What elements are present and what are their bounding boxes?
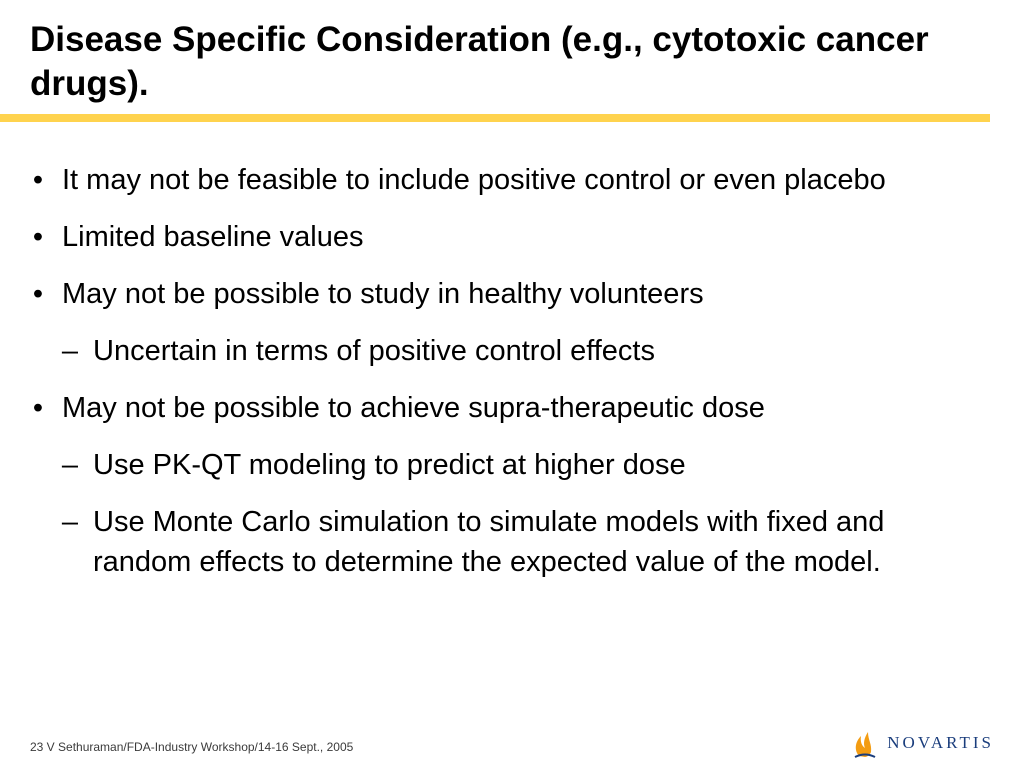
bullet-text: May not be possible to study in healthy volunteers (62, 278, 704, 310)
sub-bullet-text: Use Monte Carlo simulation to simulate models with fixed and random effects to determine the expected value of the model. (93, 506, 885, 578)
logo-wordmark: NOVARTIS (887, 733, 994, 752)
bullet-item (30, 388, 990, 428)
novartis-flame-icon (851, 728, 879, 758)
dash-marker: – (61, 335, 79, 367)
bullet-marker: • (32, 278, 44, 310)
sub-bullet-item (30, 502, 990, 582)
dash-marker: – (61, 506, 79, 538)
novartis-logo (851, 728, 994, 758)
bullet-item (30, 274, 990, 314)
bullet-text: It may not be feasible to include positive control or even placebo (62, 164, 886, 196)
slide-title: Disease Specific Consideration (e.g., cytotoxic cancer drugs). (30, 20, 929, 103)
bullet-text: Limited baseline values (62, 221, 364, 253)
sub-bullet-text: Use PK-QT modeling to predict at higher dose (93, 449, 686, 481)
sub-bullet-item (30, 445, 990, 485)
sub-bullet-item (30, 331, 990, 371)
bullet-list (30, 160, 990, 599)
sub-bullet-text: Uncertain in terms of positive control effects (93, 335, 655, 367)
title-underline (0, 114, 990, 122)
bullet-item (30, 217, 990, 257)
bullet-marker: • (32, 164, 44, 196)
dash-marker: – (61, 449, 79, 481)
bullet-item (30, 160, 990, 200)
bullet-marker: • (32, 392, 44, 424)
footer-text: 23 V Sethuraman/FDA-Industry Workshop/14-16 Sept., 2005 (30, 740, 354, 754)
bullet-text: May not be possible to achieve supra-therapeutic dose (62, 392, 765, 424)
bullet-marker: • (32, 221, 44, 253)
